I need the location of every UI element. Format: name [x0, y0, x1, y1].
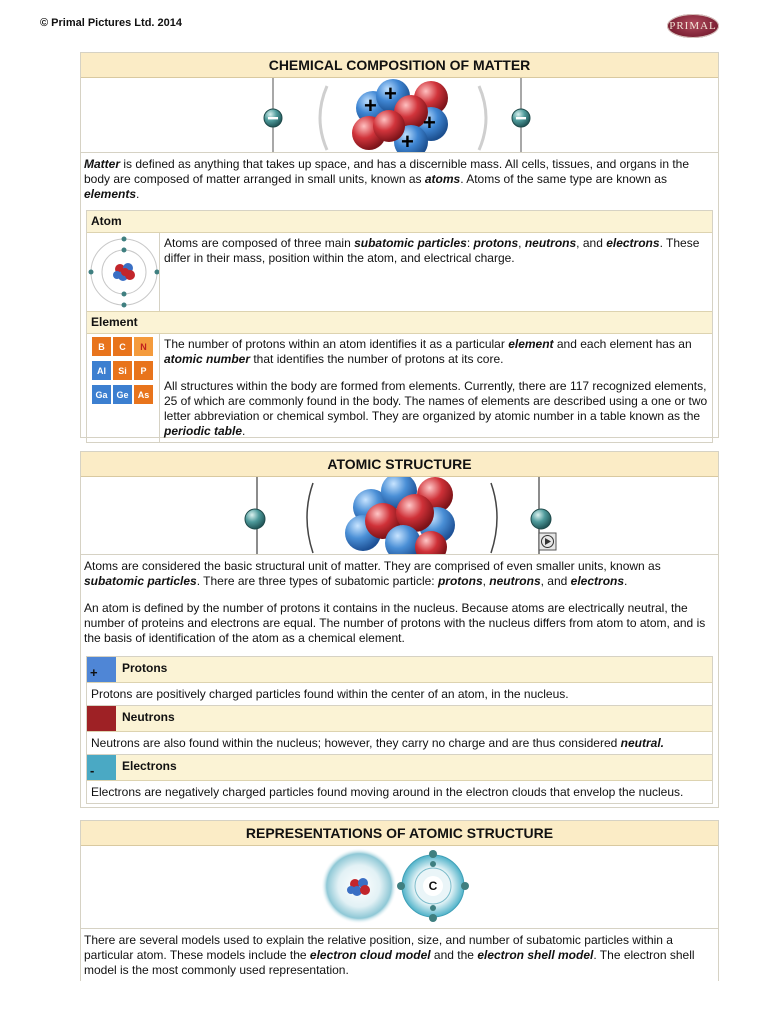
element-tile-p: P — [134, 361, 153, 380]
svg-text:+: + — [364, 93, 377, 118]
neutrons-text: Neutrons are also found within the nucleus; however, they carry no charge and are thus considered — [91, 736, 621, 750]
term-subatomic-particles: subatomic particles — [84, 574, 197, 588]
section-title: REPRESENTATIONS OF ATOMIC STRUCTURE — [81, 821, 718, 846]
representations-text — [81, 929, 718, 978]
proton-swatch: + — [87, 657, 116, 682]
intro-text: is defined as anything that takes up space, and has a discernible mass. All cells, tissues, and organs in the body are composed of matter arranged in small units, known as — [84, 157, 690, 186]
structure-text: , — [482, 574, 490, 588]
logo-text: PRIMAL — [669, 20, 717, 32]
structure-text: , and — [540, 574, 571, 588]
electrons-description: Electrons are negatively charged particles found moving around in the electron clouds that envelop the nucleus. — [91, 785, 684, 799]
atom-shell-icon — [87, 233, 159, 311]
protons-row — [87, 657, 712, 683]
element-tile-c: C — [113, 337, 132, 356]
term-electrons: electrons — [606, 236, 660, 250]
copyright-text: © Primal Pictures Ltd. 2014 — [40, 17, 182, 29]
intro-text: . — [136, 187, 140, 201]
svg-text:+: + — [401, 129, 414, 152]
element-tile-n: N — [134, 337, 153, 356]
representations-text-part: and the — [430, 948, 478, 962]
representations-text-part: There are several models used to explain the relative position, size, and number of subatomic particles within a particular atom. These models include the — [84, 933, 673, 962]
term-electrons: electrons — [570, 574, 625, 588]
neutron-swatch — [87, 706, 116, 731]
term-atoms: atoms — [424, 172, 461, 186]
section-title: ATOMIC STRUCTURE — [81, 452, 718, 477]
atom-subsection — [86, 210, 713, 443]
protons-description: Protons are positively charged particles found within the center of an atom, in the nucleus. — [87, 683, 712, 706]
term-protons: protons — [437, 574, 483, 588]
carbon-label: C — [428, 879, 438, 893]
atom-heading: Atom — [87, 211, 712, 233]
structure-text: . There are three types of subatomic particle: — [196, 574, 438, 588]
representations-text-part: . The electron shell model is the most commonly used representation. — [84, 948, 695, 977]
element-text: All structures within the body are formed from elements. Currently, there are 117 recognized elements, 25 of which are commonly found in the body. The names of elements are described using a one or two letter abbreviation or chemical symbol. They are organized by atomic number in a table known as the — [164, 379, 708, 423]
atom-text: : — [466, 236, 474, 250]
particles-table — [86, 656, 713, 804]
intro-text: . Atoms of the same type are known as — [460, 172, 667, 186]
atom-text: Atoms are composed of three main — [164, 236, 355, 250]
element-text: and each element has an — [553, 337, 692, 351]
atom-thumbnail — [87, 233, 160, 311]
element-text: that identifies the number of protons at its core. — [250, 352, 504, 366]
term-neutrons: neutrons — [524, 236, 577, 250]
chemical-composition-panel — [80, 52, 719, 438]
neutrons-label: Neutrons — [122, 710, 175, 724]
element-text: The number of protons within an atom identifies it as a particular — [164, 337, 509, 351]
atom-illustration-2 — [81, 477, 718, 554]
atom-text: , — [518, 236, 525, 250]
element-tile-al: Al — [92, 361, 111, 380]
term-protons: protons — [473, 236, 519, 250]
play-icon[interactable] — [539, 533, 556, 550]
element-tile-si: Si — [113, 361, 132, 380]
element-tile-ge: Ge — [113, 385, 132, 404]
element-tile-b: B — [92, 337, 111, 356]
matter-intro — [81, 153, 718, 202]
atom-description — [160, 233, 712, 311]
element-tile-ga: Ga — [92, 385, 111, 404]
representations-hero — [81, 846, 718, 929]
neutrons-description — [87, 732, 712, 755]
term-neutrons: neutrons — [489, 574, 541, 588]
svg-text:+: + — [423, 110, 436, 135]
element-tile-as: As — [134, 385, 153, 404]
term-neutral: neutral. — [620, 736, 664, 750]
term-matter: Matter — [84, 157, 121, 171]
atomic-structure-text — [81, 555, 718, 646]
term-elements: elements — [84, 187, 137, 201]
term-subatomic-particles: subatomic particles — [354, 236, 467, 250]
atom-text: . These differ in their mass, position within the atom, and electrical charge. — [164, 236, 700, 265]
term-element: element — [508, 337, 554, 351]
element-description — [160, 334, 712, 442]
element-text: . — [242, 424, 246, 438]
electrons-row — [87, 755, 712, 781]
protons-label: Protons — [122, 661, 168, 675]
structure-text: . — [624, 574, 628, 588]
periodic-table-thumbnail — [87, 334, 160, 442]
term-atomic-number: atomic number — [164, 352, 251, 366]
electrons-label: Electrons — [122, 759, 177, 773]
atom-definition-text: An atom is defined by the number of protons it contains in the nucleus. Because atoms are electrically neutral, the number of proteins and electrons are equal. The number of protons with the nucleus differs from atom to atom, and is the basis of identification of the atom as a chemical element. — [84, 601, 706, 645]
electron-swatch: - — [87, 755, 116, 780]
element-heading: Element — [87, 311, 712, 334]
atom-hero-image — [81, 78, 718, 153]
representations-panel — [80, 820, 719, 981]
atom-models-illustration — [81, 846, 718, 928]
section-title: CHEMICAL COMPOSITION OF MATTER — [81, 53, 718, 78]
atomic-structure-hero — [81, 477, 718, 555]
term-periodic-table: periodic table — [164, 424, 243, 438]
primal-logo — [667, 14, 719, 38]
neutrons-row — [87, 706, 712, 732]
atomic-structure-panel — [80, 451, 719, 808]
term-electron-shell-model: electron shell model — [477, 948, 594, 962]
atom-illustration — [81, 78, 718, 152]
svg-text:+: + — [384, 81, 397, 106]
atom-text: , and — [576, 236, 607, 250]
term-electron-cloud-model: electron cloud model — [309, 948, 431, 962]
structure-text: Atoms are considered the basic structural unit of matter. They are comprised of even smaller units, known as — [84, 559, 661, 573]
